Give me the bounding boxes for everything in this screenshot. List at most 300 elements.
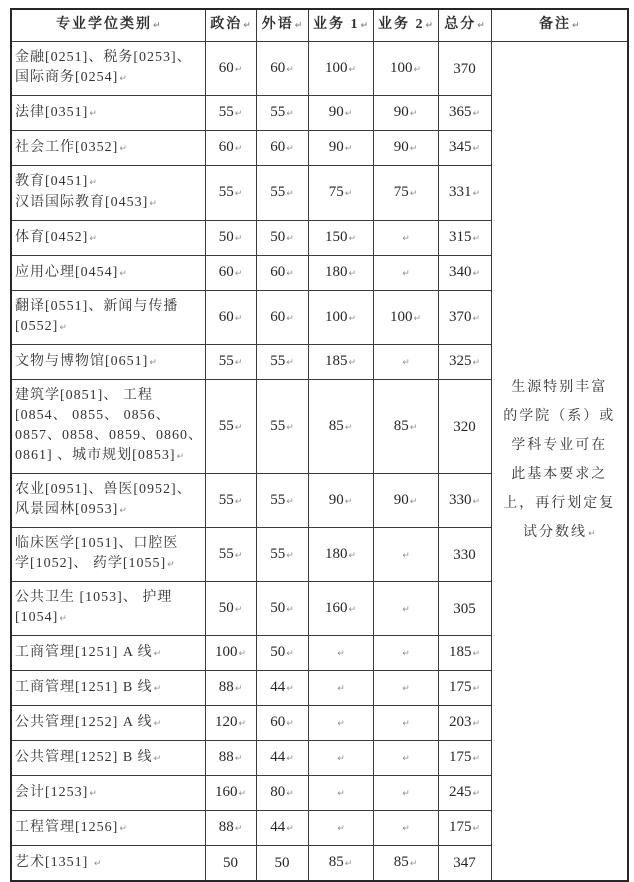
remark-line <box>495 431 625 460</box>
business1-score-cell <box>308 380 373 474</box>
total-score-cell <box>438 671 491 706</box>
business1-score-cell-value: 160 <box>324 599 348 616</box>
business2-score-cell-value: 90 <box>393 139 409 155</box>
category-line-text: 学[1052]、 药学[1055] <box>15 556 167 571</box>
category-line <box>15 193 202 214</box>
pilcrow-mark: ↵ <box>472 684 481 694</box>
pilcrow-mark: ↵ <box>337 754 345 764</box>
politics-score-cell-value: 50 <box>218 229 234 245</box>
category-line <box>15 853 202 874</box>
pilcrow-mark: ↵ <box>472 719 481 729</box>
foreign-language-score-cell-value: 55 <box>270 353 286 369</box>
total-score-cell <box>438 528 491 582</box>
foreign-language-score-cell <box>256 811 308 846</box>
pilcrow-mark: ↵ <box>348 234 357 244</box>
category-cell <box>11 671 205 706</box>
business1-score-cell <box>308 221 373 256</box>
category-line-text: 工程管理[1256] <box>15 819 119 835</box>
category-line <box>15 352 202 373</box>
category-cell <box>11 380 205 474</box>
pilcrow-mark: ↵ <box>402 719 410 729</box>
col-header-business1 <box>308 9 373 42</box>
pilcrow-mark: ↵ <box>286 496 294 507</box>
category-line <box>15 48 202 68</box>
category-cell <box>11 131 205 166</box>
business1-score-cell-value: 90 <box>328 491 344 508</box>
remark-line <box>495 518 625 549</box>
business1-score-cell <box>308 528 373 582</box>
pilcrow-mark: ↵ <box>286 144 294 154</box>
pilcrow-mark: ↵ <box>243 21 251 31</box>
pilcrow-mark: ↵ <box>234 234 243 244</box>
pilcrow-mark: ↵ <box>344 496 353 507</box>
business2-score-cell <box>373 706 438 741</box>
politics-score-cell <box>205 846 256 882</box>
pilcrow-mark: ↵ <box>402 649 410 659</box>
category-line <box>15 554 202 575</box>
foreign-language-score-cell <box>256 166 308 221</box>
pilcrow-mark: ↵ <box>234 824 243 834</box>
foreign-language-score-cell-value: 44 <box>270 749 286 765</box>
politics-score-cell-value: 60 <box>218 264 234 280</box>
header-row <box>11 9 628 42</box>
category-line-text: 0861] 、城市规划[0853] <box>15 448 176 463</box>
pilcrow-mark: ↵ <box>89 178 97 188</box>
foreign-language-score-cell-value: 55 <box>270 104 286 120</box>
pilcrow-mark: ↵ <box>238 649 247 659</box>
total-score-cell-value: 370 <box>453 60 476 77</box>
col-header-foreign-language <box>256 9 308 42</box>
pilcrow-mark: ↵ <box>409 144 418 154</box>
total-score-cell-value: 203 <box>448 714 472 730</box>
pilcrow-mark: ↵ <box>337 789 345 799</box>
business2-score-cell <box>373 345 438 380</box>
foreign-language-score-cell <box>256 345 308 380</box>
pilcrow-mark: ↵ <box>402 550 410 561</box>
category-line-text: 农业[0951]、兽医[0952]、 <box>15 482 192 497</box>
pilcrow-mark: ↵ <box>337 649 345 659</box>
pilcrow-mark: ↵ <box>234 550 243 561</box>
business1-score-cell <box>308 811 373 846</box>
foreign-language-score-cell-value: 60 <box>270 139 286 155</box>
pilcrow-mark: ↵ <box>149 199 157 209</box>
pilcrow-mark: ↵ <box>472 649 481 659</box>
pilcrow-mark: ↵ <box>153 683 162 694</box>
pilcrow-mark: ↵ <box>472 144 481 154</box>
remark-line <box>495 373 625 402</box>
politics-score-cell-value: 88 <box>218 749 234 765</box>
category-cell <box>11 96 205 131</box>
pilcrow-mark: ↵ <box>472 358 481 368</box>
foreign-language-score-cell-value: 44 <box>270 679 286 695</box>
total-score-cell-value: 315 <box>448 229 472 245</box>
total-score-cell <box>438 776 491 811</box>
category-line-text: 临床医学[1051]、口腔医 <box>15 536 179 551</box>
business1-score-cell-value: 90 <box>328 104 344 120</box>
foreign-language-score-cell <box>256 291 308 345</box>
pilcrow-mark: ↵ <box>234 144 243 154</box>
politics-score-cell <box>205 345 256 380</box>
business1-score-cell <box>308 776 373 811</box>
category-cell <box>11 636 205 671</box>
remark-line-text: 生源特别丰富 <box>511 380 608 395</box>
col-header-politics <box>205 9 256 42</box>
category-cell <box>11 741 205 776</box>
business2-score-cell <box>373 42 438 96</box>
category-line-text: 工商管理[1251] A 线 <box>15 644 153 660</box>
pilcrow-mark: ↵ <box>238 789 247 799</box>
category-line <box>15 228 202 249</box>
pilcrow-mark: ↵ <box>286 313 294 324</box>
pilcrow-mark: ↵ <box>119 823 127 834</box>
politics-score-cell-value: 50 <box>218 599 234 616</box>
pilcrow-mark: ↵ <box>477 21 485 31</box>
col-header-business2-label: 业务 2 <box>377 17 425 32</box>
foreign-language-score-cell <box>256 42 308 96</box>
foreign-language-score-cell <box>256 256 308 291</box>
category-line <box>15 426 202 446</box>
category-line <box>15 297 202 317</box>
category-line <box>15 678 202 699</box>
table-row <box>11 42 628 96</box>
business1-score-cell <box>308 706 373 741</box>
politics-score-cell-value: 55 <box>218 417 234 434</box>
remark-line <box>495 402 625 431</box>
total-score-cell <box>438 811 491 846</box>
total-score-cell-value: 185 <box>448 644 472 660</box>
category-line <box>15 500 202 521</box>
pilcrow-mark: ↵ <box>152 21 161 31</box>
category-line <box>15 588 202 608</box>
foreign-language-score-cell-value: 55 <box>270 491 286 508</box>
politics-score-cell <box>205 671 256 706</box>
politics-score-cell <box>205 528 256 582</box>
pilcrow-mark: ↵ <box>348 269 357 279</box>
category-line <box>15 172 202 193</box>
category-line-text: 公共管理[1252] B 线 <box>15 749 153 765</box>
category-line <box>15 138 202 159</box>
business1-score-cell-value: 85 <box>328 854 344 870</box>
business2-score-cell <box>373 474 438 528</box>
foreign-language-score-cell <box>256 131 308 166</box>
category-line-text: 公共卫生 [1053]、 护理 <box>15 590 173 605</box>
col-header-remark-label: 备注 <box>538 17 571 32</box>
table-body <box>11 42 628 882</box>
pilcrow-mark: ↵ <box>234 358 243 368</box>
pilcrow-mark: ↵ <box>344 422 353 433</box>
remark-line <box>495 489 625 518</box>
business2-score-cell <box>373 582 438 636</box>
col-header-total <box>438 9 491 42</box>
category-line-text: 艺术[1351] <box>15 854 93 870</box>
total-score-cell <box>438 636 491 671</box>
pilcrow-mark: ↵ <box>294 21 303 31</box>
pilcrow-mark: ↵ <box>238 719 247 729</box>
category-line-text: 法律[0351] <box>15 104 89 120</box>
pilcrow-mark: ↵ <box>348 358 357 368</box>
pilcrow-mark: ↵ <box>337 824 345 834</box>
remark-line-text: 试分数线 <box>522 525 587 540</box>
politics-score-cell-value: 55 <box>218 353 234 369</box>
category-line <box>15 386 202 406</box>
category-cell <box>11 474 205 528</box>
pilcrow-mark: ↵ <box>119 143 127 154</box>
politics-score-cell <box>205 582 256 636</box>
foreign-language-score-cell <box>256 671 308 706</box>
business2-score-cell <box>373 256 438 291</box>
category-line <box>15 68 202 89</box>
total-score-cell-value: 325 <box>448 353 472 369</box>
pilcrow-mark: ↵ <box>348 64 357 75</box>
category-line <box>15 263 202 284</box>
pilcrow-mark: ↵ <box>234 189 243 199</box>
remark-line-text: 学科专业可在 <box>511 438 608 453</box>
pilcrow-mark: ↵ <box>234 269 243 279</box>
foreign-language-score-cell <box>256 380 308 474</box>
business1-score-cell <box>308 741 373 776</box>
category-cell <box>11 42 205 96</box>
pilcrow-mark: ↵ <box>286 189 294 199</box>
politics-score-cell-value: 120 <box>214 714 238 730</box>
business2-score-cell <box>373 636 438 671</box>
business2-score-cell-value: 90 <box>393 104 409 120</box>
business1-score-cell-value: 180 <box>324 264 348 280</box>
category-line <box>15 480 202 500</box>
category-cell <box>11 291 205 345</box>
pilcrow-mark: ↵ <box>344 144 353 154</box>
business2-score-cell <box>373 528 438 582</box>
pilcrow-mark: ↵ <box>286 109 294 119</box>
business1-score-cell <box>308 42 373 96</box>
pilcrow-mark: ↵ <box>153 718 162 729</box>
pilcrow-mark: ↵ <box>402 789 410 799</box>
remark-line <box>495 460 625 489</box>
business2-score-cell-value: 85 <box>393 854 409 870</box>
col-header-foreign-language-label: 外语 <box>261 17 294 32</box>
business2-score-cell <box>373 131 438 166</box>
business1-score-cell-value: 85 <box>328 417 344 434</box>
business1-score-cell-value: 75 <box>328 184 344 200</box>
category-line <box>15 643 202 664</box>
pilcrow-mark: ↵ <box>89 108 97 119</box>
pilcrow-mark: ↵ <box>402 358 410 368</box>
business1-score-cell <box>308 131 373 166</box>
pilcrow-mark: ↵ <box>348 604 357 615</box>
politics-score-cell <box>205 636 256 671</box>
category-line-text: 体育[0452] <box>15 229 89 245</box>
business1-score-cell <box>308 256 373 291</box>
pilcrow-mark: ↵ <box>234 496 243 507</box>
business2-score-cell <box>373 380 438 474</box>
category-cell <box>11 528 205 582</box>
politics-score-cell <box>205 131 256 166</box>
business1-score-cell-value: 180 <box>324 545 348 562</box>
pilcrow-mark: ↵ <box>348 313 357 324</box>
col-header-category-label: 专业学位类别 <box>55 17 152 32</box>
business1-score-cell <box>308 166 373 221</box>
business2-score-cell-value: 100 <box>389 59 413 76</box>
pilcrow-mark: ↵ <box>286 550 294 561</box>
pilcrow-mark: ↵ <box>119 268 127 279</box>
pilcrow-mark: ↵ <box>167 560 175 570</box>
foreign-language-score-cell-value: 55 <box>270 545 286 562</box>
pilcrow-mark: ↵ <box>286 754 294 764</box>
politics-score-cell <box>205 256 256 291</box>
foreign-language-score-cell <box>256 474 308 528</box>
pilcrow-mark: ↵ <box>360 21 369 31</box>
politics-score-cell <box>205 221 256 256</box>
category-line <box>15 713 202 734</box>
pilcrow-mark: ↵ <box>234 754 243 764</box>
category-line-text: 翻译[0551]、新闻与传播 <box>15 299 179 314</box>
politics-score-cell-value: 50 <box>223 855 238 871</box>
pilcrow-mark: ↵ <box>472 824 481 834</box>
category-line-text: 社会工作[0352] <box>15 139 119 155</box>
pilcrow-mark: ↵ <box>344 859 353 869</box>
total-score-cell <box>438 166 491 221</box>
category-line <box>15 317 202 338</box>
business1-score-cell-value: 90 <box>328 139 344 155</box>
total-score-cell-value: 320 <box>453 418 476 435</box>
category-line-text: 建筑学[0851]、 工程 <box>15 388 153 403</box>
politics-score-cell <box>205 291 256 345</box>
politics-score-cell-value: 55 <box>218 545 234 562</box>
total-score-cell-value: 340 <box>448 264 472 280</box>
politics-score-cell <box>205 474 256 528</box>
business1-score-cell <box>308 291 373 345</box>
total-score-cell-value: 175 <box>448 749 472 765</box>
pilcrow-mark: ↵ <box>286 604 294 615</box>
pilcrow-mark: ↵ <box>153 648 162 659</box>
col-header-category <box>11 9 205 42</box>
pilcrow-mark: ↵ <box>344 189 353 199</box>
politics-score-cell-value: 160 <box>214 784 238 800</box>
pilcrow-mark: ↵ <box>409 859 418 869</box>
pilcrow-mark: ↵ <box>587 529 596 539</box>
pilcrow-mark: ↵ <box>402 754 410 764</box>
category-line-text: 教育[0451] <box>15 174 89 189</box>
business2-score-cell-value: 75 <box>393 184 409 200</box>
remark-line-text: 的学院（系）或 <box>503 409 616 424</box>
total-score-cell-value: 330 <box>453 546 476 563</box>
pilcrow-mark: ↵ <box>119 74 127 84</box>
politics-score-cell-value: 55 <box>218 491 234 508</box>
foreign-language-score-cell-value: 60 <box>270 59 286 76</box>
foreign-language-score-cell-value: 50 <box>270 644 286 660</box>
category-line <box>15 608 202 629</box>
pilcrow-mark: ↵ <box>413 313 422 324</box>
category-line <box>15 818 202 839</box>
col-header-politics-label: 政治 <box>210 17 243 32</box>
business2-score-cell <box>373 166 438 221</box>
category-line-text: [0552] <box>15 319 59 334</box>
pilcrow-mark: ↵ <box>413 64 422 75</box>
total-score-cell <box>438 706 491 741</box>
pilcrow-mark: ↵ <box>234 684 243 694</box>
politics-score-cell-value: 55 <box>218 104 234 120</box>
total-score-cell-value: 245 <box>448 784 472 800</box>
category-cell <box>11 811 205 846</box>
pilcrow-mark: ↵ <box>286 824 294 834</box>
pilcrow-mark: ↵ <box>402 234 410 244</box>
politics-score-cell-value: 60 <box>218 139 234 155</box>
foreign-language-score-cell-value: 55 <box>270 417 286 434</box>
total-score-cell <box>438 345 491 380</box>
pilcrow-mark: ↵ <box>234 313 243 324</box>
business2-score-cell <box>373 811 438 846</box>
remark-cell <box>491 42 628 882</box>
foreign-language-score-cell-value: 60 <box>270 308 286 325</box>
pilcrow-mark: ↵ <box>286 649 294 659</box>
total-score-cell <box>438 474 491 528</box>
pilcrow-mark: ↵ <box>402 824 410 834</box>
pilcrow-mark: ↵ <box>234 109 243 119</box>
total-score-cell <box>438 96 491 131</box>
business1-score-cell <box>308 474 373 528</box>
pilcrow-mark: ↵ <box>119 506 127 516</box>
pilcrow-mark: ↵ <box>59 614 67 624</box>
total-score-cell <box>438 256 491 291</box>
remark-line-text: 上，再行划定复 <box>503 496 616 511</box>
pilcrow-mark: ↵ <box>149 357 157 368</box>
foreign-language-score-cell <box>256 776 308 811</box>
pilcrow-mark: ↵ <box>409 422 418 433</box>
category-cell <box>11 846 205 882</box>
foreign-language-score-cell <box>256 96 308 131</box>
pilcrow-mark: ↵ <box>286 789 294 799</box>
pilcrow-mark: ↵ <box>425 21 434 31</box>
business1-score-cell-value: 150 <box>324 229 348 245</box>
business2-score-cell <box>373 96 438 131</box>
politics-score-cell-value: 88 <box>218 819 234 835</box>
total-score-cell-value: 331 <box>448 184 472 200</box>
total-score-cell-value: 347 <box>453 855 476 871</box>
total-score-cell <box>438 42 491 96</box>
pilcrow-mark: ↵ <box>286 64 294 75</box>
business2-score-cell <box>373 846 438 882</box>
category-cell <box>11 776 205 811</box>
pilcrow-mark: ↵ <box>153 753 162 764</box>
category-line <box>15 783 202 804</box>
foreign-language-score-cell <box>256 221 308 256</box>
col-header-business2 <box>373 9 438 42</box>
business1-score-cell <box>308 636 373 671</box>
politics-score-cell <box>205 96 256 131</box>
pilcrow-mark: ↵ <box>472 109 481 119</box>
col-header-business1-label: 业务 1 <box>312 17 360 32</box>
category-cell <box>11 706 205 741</box>
foreign-language-score-cell-value: 60 <box>270 714 286 730</box>
pilcrow-mark: ↵ <box>286 234 294 244</box>
business1-score-cell-value: 185 <box>324 353 348 369</box>
pilcrow-mark: ↵ <box>286 422 294 433</box>
category-line-text: 金融[0251]、税务[0253]、 <box>15 50 192 65</box>
politics-score-cell-value: 88 <box>218 679 234 695</box>
pilcrow-mark: ↵ <box>59 323 67 333</box>
business2-score-cell-value: 100 <box>389 308 413 325</box>
category-line-text: 应用心理[0454] <box>15 264 119 280</box>
category-line <box>15 534 202 554</box>
category-line-text: 0857、0858、0859、0860、 <box>15 428 203 443</box>
col-header-total-label: 总分 <box>444 17 477 32</box>
pilcrow-mark: ↵ <box>402 604 410 615</box>
category-line-text: 风景园林[0953] <box>15 502 119 517</box>
business2-score-cell <box>373 671 438 706</box>
pilcrow-mark: ↵ <box>402 684 410 694</box>
politics-score-cell <box>205 741 256 776</box>
business1-score-cell <box>308 582 373 636</box>
category-line-text: 汉语国际教育[0453] <box>15 195 149 210</box>
